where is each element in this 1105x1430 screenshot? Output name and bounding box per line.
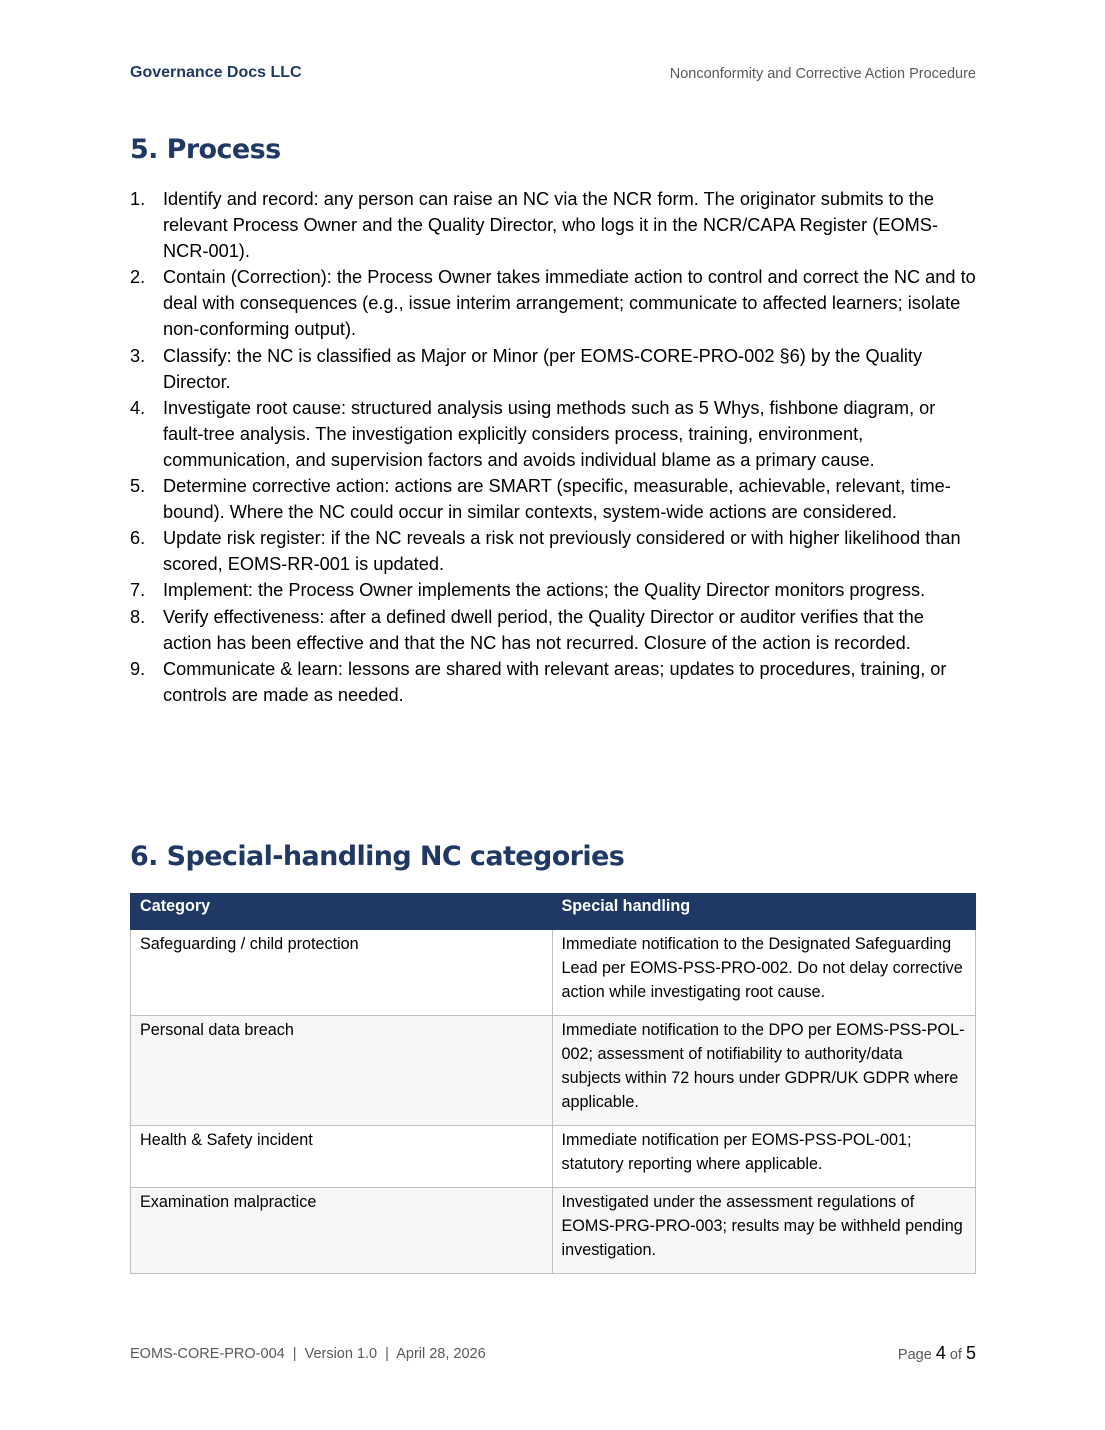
- page-header: [130, 64, 976, 86]
- list-item-text: Implement: the Process Owner implements the actions; the Quality Director monitors progress.: [163, 580, 926, 601]
- list-item: [130, 577, 976, 603]
- section-heading-process: 5. Process: [130, 134, 281, 165]
- document-reference: EOMS-CORE-PRO-004 | Version 1.0 | April 28, 2026: [130, 1346, 486, 1362]
- list-item: [130, 264, 976, 342]
- column-header-category: Category: [131, 894, 553, 930]
- list-item: [130, 186, 976, 264]
- list-number: 1.: [130, 189, 146, 209]
- handling-cell: Immediate notification to the DPO per EOMS-PSS-POL-002; assessment of notifiability to authority/data subjects within 72 hours under GDPR/UK GDPR where applicable.: [552, 1016, 976, 1126]
- list-item: [130, 395, 976, 473]
- list-item-text: Identify and record: any person can raise an NC via the NCR form. The originator submits to the relevant Process Owner and the Quality Director, who logs it in the NCR/CAPA Register (EOMS-NCR-001).: [163, 189, 938, 262]
- table-header-row: [131, 894, 976, 930]
- page-number: [898, 1343, 976, 1364]
- handling-cell: Immediate notification per EOMS-PSS-POL-001; statutory reporting where applicable.: [552, 1126, 976, 1188]
- table-row: [131, 1188, 976, 1274]
- list-item: [130, 656, 976, 708]
- column-header-special-handling: Special handling: [552, 894, 976, 930]
- list-item: [130, 525, 976, 577]
- of-word: of: [949, 1347, 962, 1363]
- category-cell: Safeguarding / child protection: [131, 930, 553, 1016]
- list-item-text: Update risk register: if the NC reveals a risk not previously considered or with higher likelihood than scored, EOMS-RR-001 is updated.: [163, 528, 961, 575]
- company-name: Governance Docs LLC: [130, 64, 302, 81]
- category-cell: Health & Safety incident: [131, 1126, 553, 1188]
- list-item-text: Investigate root cause: structured analysis using methods such as 5 Whys, fishbone diagram, or fault-tree analysis. The investigation explicitly considers process, training, environment, communication, and supervision factors and avoids individual blame as a primary cause.: [163, 397, 936, 470]
- list-item: [130, 343, 976, 395]
- list-number: 2.: [130, 267, 146, 288]
- table-row: [131, 1126, 976, 1188]
- special-handling-table: [130, 893, 976, 1274]
- handling-cell: Immediate notification to the Designated Safeguarding Lead per EOMS-PSS-PRO-002. Do not delay corrective action while investigating root cause.: [552, 930, 976, 1016]
- list-number: 3.: [130, 345, 146, 366]
- list-number: 6.: [130, 528, 146, 549]
- table-row: [131, 1016, 976, 1126]
- category-cell: Personal data breach: [131, 1016, 553, 1126]
- list-item-text: Verify effectiveness: after a defined dwell period, the Quality Director or auditor verifies that the action has been effective and that the NC has not recurred. Closure of the action is recorded.: [163, 606, 924, 653]
- list-item: [130, 604, 976, 656]
- list-item-text: Determine corrective action: actions are SMART (specific, measurable, achievable, relevant, time-bound). Where the NC could occur in similar contexts, system-wide actions are considered.: [163, 476, 951, 523]
- category-cell: Examination malpractice: [131, 1188, 553, 1274]
- current-page: 4: [935, 1343, 946, 1363]
- table-row: [131, 930, 976, 1016]
- section-heading-special-handling: 6. Special-handling NC categories: [130, 841, 625, 872]
- list-number: 5.: [130, 476, 146, 497]
- page-footer: [130, 1343, 976, 1367]
- process-steps-list: [130, 186, 976, 708]
- document-title: Nonconformity and Corrective Action Procedure: [669, 66, 976, 82]
- list-item-text: Communicate & learn: lessons are shared with relevant areas; updates to procedures, training, or controls are made as needed.: [163, 658, 947, 705]
- list-number: 9.: [130, 658, 146, 679]
- page-word: Page: [897, 1347, 932, 1363]
- handling-cell: Investigated under the assessment regulations of EOMS-PRG-PRO-003; results may be withheld pending investigation.: [552, 1188, 976, 1274]
- list-number: 4.: [130, 397, 146, 418]
- list-number: 7.: [130, 580, 146, 601]
- list-item-text: Contain (Correction): the Process Owner takes immediate action to control and correct the NC and to deal with consequences (e.g., issue interim arrangement; communicate to affected learners; isolate non-conforming output).: [163, 267, 976, 340]
- list-item: [130, 473, 976, 525]
- list-item-text: Classify: the NC is classified as Major or Minor (per EOMS-CORE-PRO-002 §6) by the Quality Director.: [163, 345, 923, 392]
- list-number: 8.: [130, 606, 146, 627]
- total-pages: 5: [965, 1343, 976, 1363]
